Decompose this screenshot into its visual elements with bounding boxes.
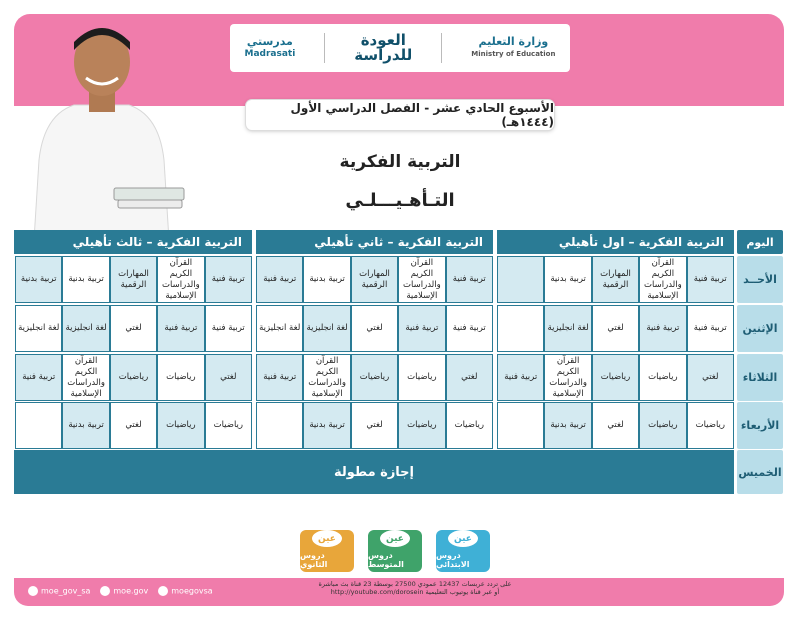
schedule-cell: المهارات الرقمية [351, 256, 398, 303]
schedule-cell: تربية بدنية [544, 256, 591, 303]
schedule-cell: لغتي [592, 402, 639, 449]
schedule-cell: رياضيات [157, 402, 204, 449]
schedule-cell: لغتي [687, 354, 734, 401]
page-subtitle: التـأهـيـــلـي [345, 190, 455, 211]
divider [324, 33, 325, 63]
schedule-cell: تربية فنية [205, 305, 252, 352]
schedule-cell: رياضيات [351, 354, 398, 401]
schedule-cell: رياضيات [398, 354, 445, 401]
schedule-cell: رياضيات [592, 354, 639, 401]
schedule-cell: القرآن الكريم والدراسات الإسلامية [62, 354, 109, 401]
social-link[interactable]: moe.gov [100, 586, 148, 596]
student-illustration [14, 20, 189, 240]
schedule-cell [497, 305, 544, 352]
schedule-cell: لغة انجليزية [303, 305, 350, 352]
schedule-cell: تربية فنية [205, 256, 252, 303]
ein-badges [300, 530, 490, 572]
holiday-banner: إجازة مطولة [14, 450, 734, 494]
schedule-cell [497, 256, 544, 303]
schedule-cell: تربية فنية [398, 305, 445, 352]
schedule-cell: تربية فنية [687, 256, 734, 303]
divider [441, 33, 442, 63]
schedule-cell: تربية بدنية [303, 402, 350, 449]
day-header: اليوم [737, 230, 783, 254]
ein-intermediate-badge[interactable]: عين دروس المتوسط [368, 530, 422, 572]
schedule-cell: لغتي [110, 305, 157, 352]
social-link[interactable]: moe_gov_sa [28, 586, 90, 596]
schedule-cell: تربية فنية [256, 256, 303, 303]
schedule-cell: لغتي [110, 402, 157, 449]
day-label: الأحــد [737, 256, 783, 303]
social-link[interactable]: moegovsa [158, 586, 212, 596]
week-label: الأسبوع الحادي عشر - الفصل الدراسي الأول (١٤٤٤هـ) [246, 100, 554, 130]
back-to-school-logo: العودة للدراسة [354, 31, 413, 64]
schedule-cell: القرآن الكريم والدراسات الإسلامية [398, 256, 445, 303]
schedule-cell: رياضيات [687, 402, 734, 449]
day-label: الثلاثاء [737, 354, 783, 401]
schedule-cell: تربية بدنية [15, 256, 62, 303]
schedule-cell: تربية فنية [446, 256, 493, 303]
schedule-cell [15, 402, 62, 449]
grade-band-3: التربية الفكرية – ثالث تأهيلي [14, 230, 252, 254]
schedule-cell: المهارات الرقمية [592, 256, 639, 303]
schedule-cell: رياضيات [639, 402, 686, 449]
day-label: الإثنين [737, 305, 783, 352]
schedule-cell: لغة انجليزية [62, 305, 109, 352]
schedule-cell: تربية بدنية [544, 402, 591, 449]
schedule-cell: تربية بدنية [62, 402, 109, 449]
day-thursday: الخميس [737, 450, 783, 494]
schedule-cell: تربية بدنية [303, 256, 350, 303]
instagram-icon [28, 586, 38, 596]
schedule-cell: القرآن الكريم والدراسات الإسلامية [303, 354, 350, 401]
ein-primary-badge[interactable]: عين دروس الابتدائي [436, 530, 490, 572]
schedule-cell: رياضيات [446, 402, 493, 449]
schedule-cell: تربية فنية [687, 305, 734, 352]
youtube-icon [158, 586, 168, 596]
schedule-cell [497, 402, 544, 449]
schedule-cell: لغة انجليزية [15, 305, 62, 352]
schedule-cell: تربية فنية [497, 354, 544, 401]
day-label: الأربعاء [737, 402, 783, 449]
schedule-cell: تربية فنية [256, 354, 303, 401]
schedule-cell: تربية فنية [157, 305, 204, 352]
schedule-cell: لغة انجليزية [544, 305, 591, 352]
page-title: التربية الفكرية [339, 152, 461, 172]
schedule-cell: رياضيات [157, 354, 204, 401]
broadcast-note: على تردد عربسات 12437 عمودي 27500 بوسطة 23 قناة بث مباشرة أو عبر قناة يوتيوب التعليمية http://youtube.com/dorosein [318, 580, 512, 596]
ein-secondary-badge[interactable]: عين دروس الثانوي [300, 530, 354, 572]
schedule-cell [256, 402, 303, 449]
snapchat-icon [100, 586, 110, 596]
social-links [28, 586, 213, 596]
madrasati-logo: مدرستي Madrasati [244, 35, 296, 59]
schedule-cell: رياضيات [110, 354, 157, 401]
schedule-cell: لغتي [446, 354, 493, 401]
schedule-cell: تربية فنية [446, 305, 493, 352]
schedule-cell: تربية فنية [639, 305, 686, 352]
schedule-cell: لغتي [205, 354, 252, 401]
moe-logo: وزارة التعليم Ministry of Education [471, 35, 556, 58]
schedule-cell: لغتي [351, 402, 398, 449]
schedule-cell: لغتي [351, 305, 398, 352]
schedule-cell: لغتي [592, 305, 639, 352]
schedule-cell: تربية فنية [15, 354, 62, 401]
logos-bar [230, 24, 570, 72]
schedule-cell: رياضيات [639, 354, 686, 401]
schedule-cell: القرآن الكريم والدراسات الإسلامية [544, 354, 591, 401]
grade-band-2: التربية الفكرية – ثاني تأهيلي [256, 230, 493, 254]
schedule-cell: القرآن الكريم والدراسات الإسلامية [639, 256, 686, 303]
schedule-cell: المهارات الرقمية [110, 256, 157, 303]
grade-band-1: التربية الفكرية – اول تأهيلي [497, 230, 734, 254]
schedule-cell: رياضيات [398, 402, 445, 449]
schedule-cell: لغة انجليزية [256, 305, 303, 352]
schedule-cell: رياضيات [205, 402, 252, 449]
schedule-cell: تربية بدنية [62, 256, 109, 303]
schedule-cell: القرآن الكريم والدراسات الإسلامية [157, 256, 204, 303]
